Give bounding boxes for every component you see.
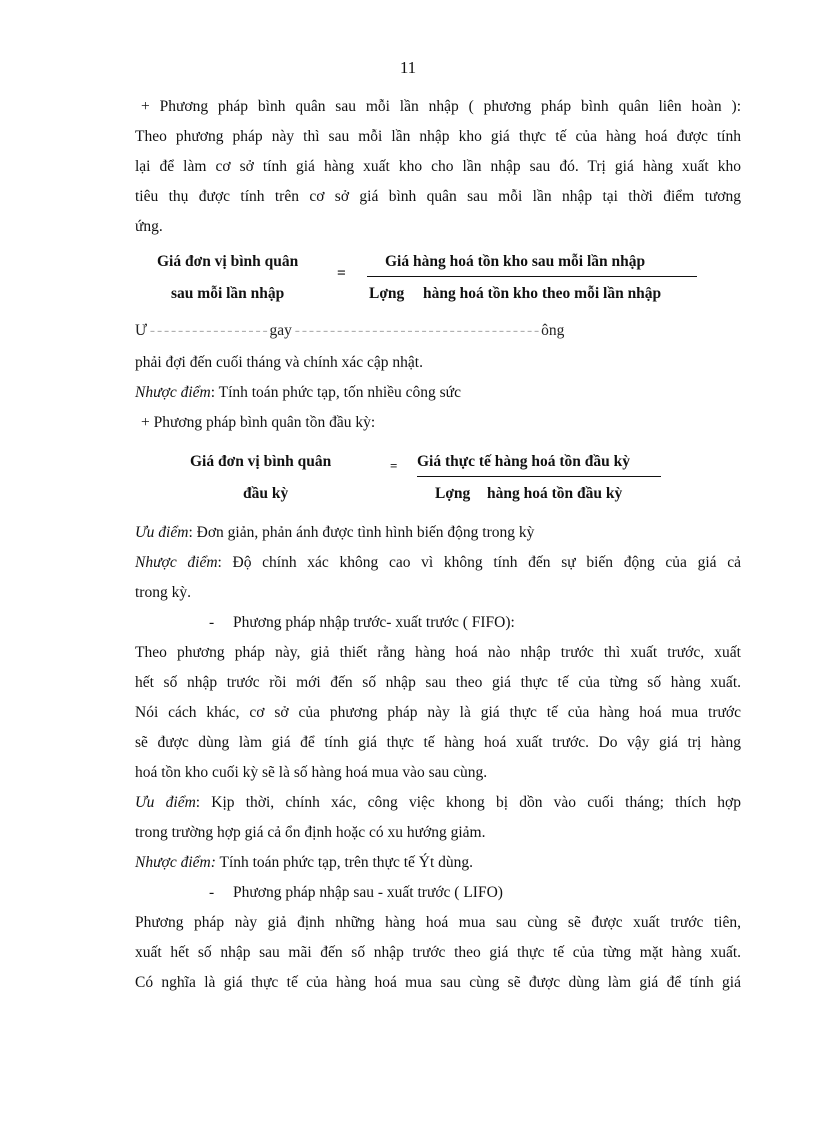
uu-diem-line (135, 788, 741, 818)
formula-average-after-each-import (135, 250, 741, 314)
nhuoc-diem-label: Nhược điểm: (135, 854, 216, 871)
fraction-bar (417, 476, 661, 477)
nhuoc-diem-text: : Độ chính xác không cao vì không tính đến sự biến động của giá cả (217, 554, 742, 571)
paragraph-line: trong kỳ. (135, 584, 191, 601)
formula-left-top: Giá đơn vị bình quân (157, 253, 299, 270)
paragraph-line: Có nghĩa là giá thực tế của hàng hoá mua sau cùng sẽ được dùng làm giá để tính giá (135, 974, 741, 991)
paragraph-line: sẽ được dùng làm giá để tính giá thực tế hàng hoá xuất trước. Do vậy giá trị hàng (135, 734, 741, 751)
uu-diem-label: Ưu điểm (135, 794, 196, 811)
nhuoc-diem-label: Nhược điểm (135, 554, 218, 571)
nhuoc-diem-line (135, 548, 741, 578)
nhuoc-diem-line (135, 848, 741, 878)
nhuoc-diem-text: Tính toán phức tạp, trên thực tế Ýt dùng. (215, 854, 474, 871)
formula-denominator-b: hàng hoá tồn đầu kỳ (487, 485, 623, 502)
uu-diem-text: : Kịp thời, chính xác, công việc khong bị dồn vào cuối tháng; thích hợp (195, 794, 741, 811)
paragraph-line: + Phương pháp bình quân sau mỗi lần nhập ( phương pháp bình quân liên hoàn ): (141, 98, 741, 115)
formula-left-bottom: đầu kỳ (243, 485, 289, 502)
paragraph-line: Phương pháp này giả định những hàng hoá mua sau cùng sẽ được xuất trước tiên, (135, 914, 741, 931)
formula-left-top: Giá đơn vị bình quân (190, 453, 332, 470)
fraction-bar (367, 276, 697, 277)
page-number: 11 (399, 58, 417, 77)
uu-diem-label: Ưu điểm (135, 524, 189, 541)
formula-denominator-a: Lợng (435, 485, 471, 502)
paragraph-line: Nói cách khác, cơ sở của phương pháp này là giá thực tế của hàng hoá mua trước (135, 704, 741, 721)
paragraph-line: xuất hết số nhập sau mãi đến số nhập trước theo giá thực tế của từng mặt hàng xuất. (135, 944, 741, 961)
fifo-heading (135, 608, 741, 638)
paragraph-line: lại để làm cơ sở tính giá hàng xuất kho cho lần nhập sau đó. Trị giá hàng xuất kho (135, 158, 741, 175)
paragraph-line: Theo phương pháp này thì sau mỗi lần nhập kho giá thực tế của hàng hoá được tính (135, 128, 741, 145)
uu-diem-text: : Đơn giản, phản ánh được tình hình biến động trong kỳ (188, 524, 535, 541)
formula-numerator: Giá hàng hoá tồn kho sau mỗi lần nhập (385, 253, 646, 270)
partially-obscured-line: Ư - - - - - - - - - - - - - - - - - gay - - - - - - - - - - - - - - - - - - - - - - - - - - - - - - - - - - - ông (135, 322, 565, 339)
paragraph-line: tiêu thụ được tính trên cơ sở giá bình quân sau mỗi lần nhập tại thời điểm tương (135, 188, 741, 205)
nhuoc-diem-text: : Tính toán phức tạp, tốn nhiều công sức (210, 384, 461, 401)
dash-bullet: - (209, 884, 215, 901)
paragraph-line: Theo phương pháp này, giả thiết rằng hàng hoá nào nhập trước thì xuất trước, xuất (135, 644, 741, 661)
formula-equals: = (390, 458, 398, 473)
lifo-heading (135, 878, 741, 908)
formula-average-opening-inventory (135, 450, 741, 514)
fifo-heading-text: Phương pháp nhập trước- xuất trước ( FIFO): (233, 614, 515, 631)
paragraph-line: + Phương pháp bình quân tồn đầu kỳ: (141, 414, 376, 431)
paragraph-line: trong trường hợp giá cả ổn định hoặc có xu hướng giảm. (135, 824, 486, 841)
paragraph-line: ứng. (135, 218, 163, 235)
lifo-heading-text: Phương pháp nhập sau - xuất trước ( LIFO) (233, 884, 503, 901)
formula-denominator-a: Lợng (369, 285, 405, 302)
nhuoc-diem-line (135, 378, 741, 408)
uu-diem-line (135, 518, 741, 548)
document-body (135, 92, 741, 998)
nhuoc-diem-label: Nhược điểm (135, 384, 211, 401)
formula-equals: = (337, 265, 346, 282)
obscured-text-start: Ư (135, 322, 148, 339)
formula-denominator-b: hàng hoá tồn kho theo mỗi lần nhập (423, 285, 662, 302)
paragraph-line: hoá tồn kho cuối kỳ sẽ là số hàng hoá mua vào sau cùng. (135, 764, 488, 781)
formula-numerator: Giá thực tế hàng hoá tồn đầu kỳ (417, 453, 630, 470)
dash-bullet: - (209, 614, 215, 631)
obscured-text-mid: gay (269, 322, 292, 339)
obscured-text-end: ông (541, 322, 565, 339)
formula-left-bottom: sau mỗi lần nhập (171, 285, 285, 302)
paragraph-line: hết số nhập trước rồi mới đến số nhập sau theo giá thực tế của từng số hàng xuất. (135, 674, 741, 691)
paragraph-line: phải đợi đến cuối tháng và chính xác cập nhật. (135, 354, 423, 371)
